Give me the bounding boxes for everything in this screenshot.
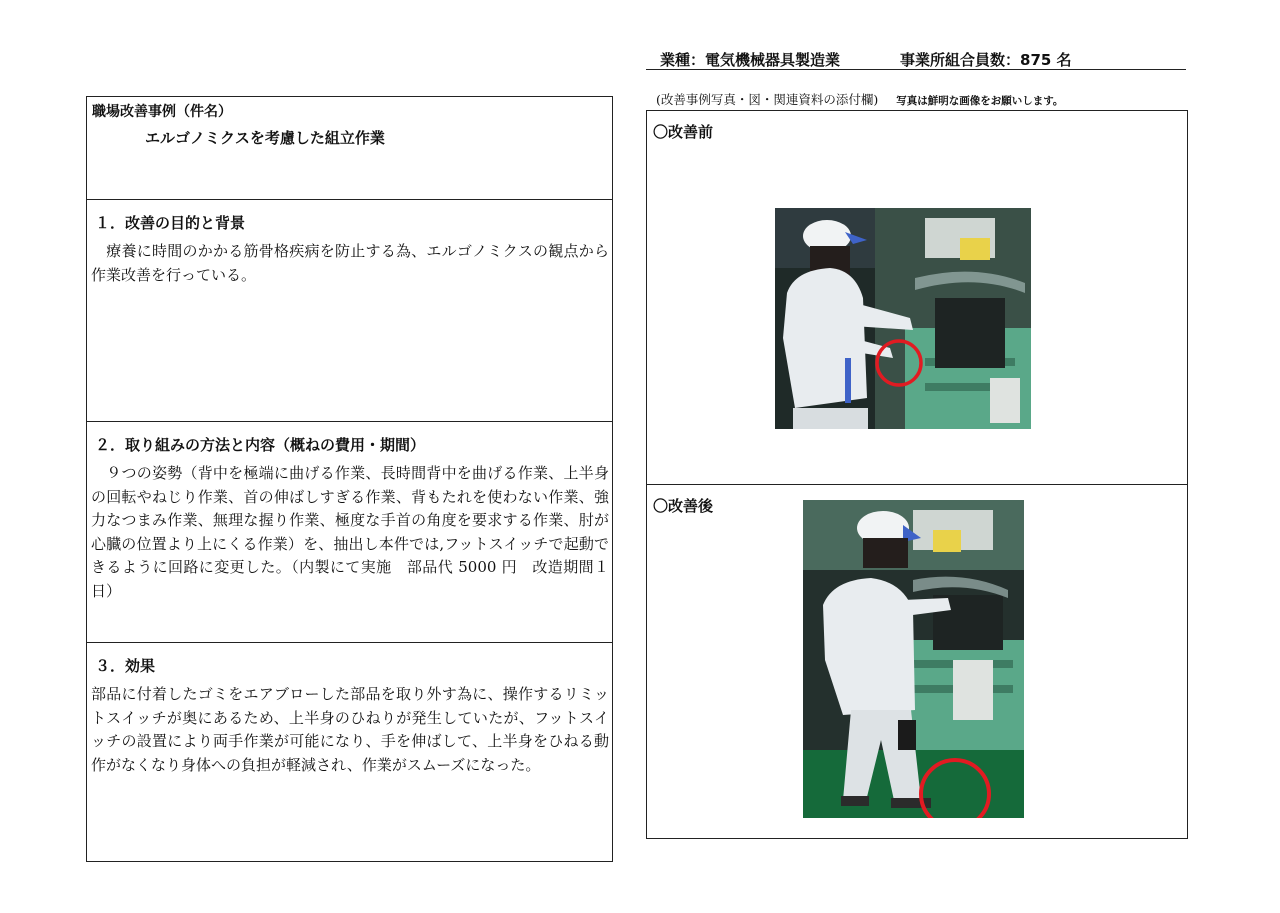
member-count-label: 事業所組合員数：875 名 [900,51,1072,69]
case-title: エルゴノミクスを考慮した組立作業 [145,129,385,147]
section-method-title: ２．取り組みの方法と内容（概ねの費用・期間） [95,436,426,454]
section-purpose-title: １．改善の目的と背景 [95,214,246,232]
attachment-note [656,90,1063,108]
section-method-body: ９つの姿勢（背中を極端に曲げる作業、長時間背中を曲げる作業、上半身の回転やねじり作業、首の伸ばしすぎる作業、背もたれを使わない作業、強力なつまみ作業、無理な握り作業、極度な手首の角度を要求する作業、肘が心臓の位置より上にくる作業）を、抽出し本件では,フットスイッチで起動できるように回路に変更した。（内製にて実施 部品代 5000 円 改造期間１日） [91,464,609,600]
before-photo [775,208,1031,429]
section-effect-title: ３．効果 [95,657,156,675]
attachment-column [646,110,1188,839]
section-effect [87,643,612,861]
section-method [87,422,612,643]
section-effect-body: 部品に付着したゴミをエアブローした部品を取り外す為に、操作するリミットスイッチが奥にあるため、上半身のひねりが発生していたが、フットスイッチの設置により両手作業が可能になり、手を伸ばして、上半身をひねる動作がなくなり身体への負担が軽減され、作業がスムーズになった。 [91,685,609,774]
section-purpose [87,200,612,422]
before-panel [647,111,1187,485]
attachment-note-text: (改善事例写真・図・関連資料の添付欄) [656,92,879,107]
after-label: 〇改善後 [653,497,714,515]
case-title-label: 職場改善事例（件名） [92,104,232,120]
before-label: 〇改善前 [653,123,714,141]
after-panel [647,485,1187,838]
industry-label: 業種：電気機械器具製造業 [660,51,841,69]
after-photo [803,500,1024,818]
case-title-box [87,97,612,200]
case-description-column [86,96,613,862]
section-purpose-body: 療養に時間のかかる筋骨格疾病を防止する為、エルゴノミクスの観点から作業改善を行っている。 [91,242,609,284]
attachment-note-small: 写真は鮮明な画像をお願いします。 [896,95,1064,107]
header-bar [646,47,1186,70]
